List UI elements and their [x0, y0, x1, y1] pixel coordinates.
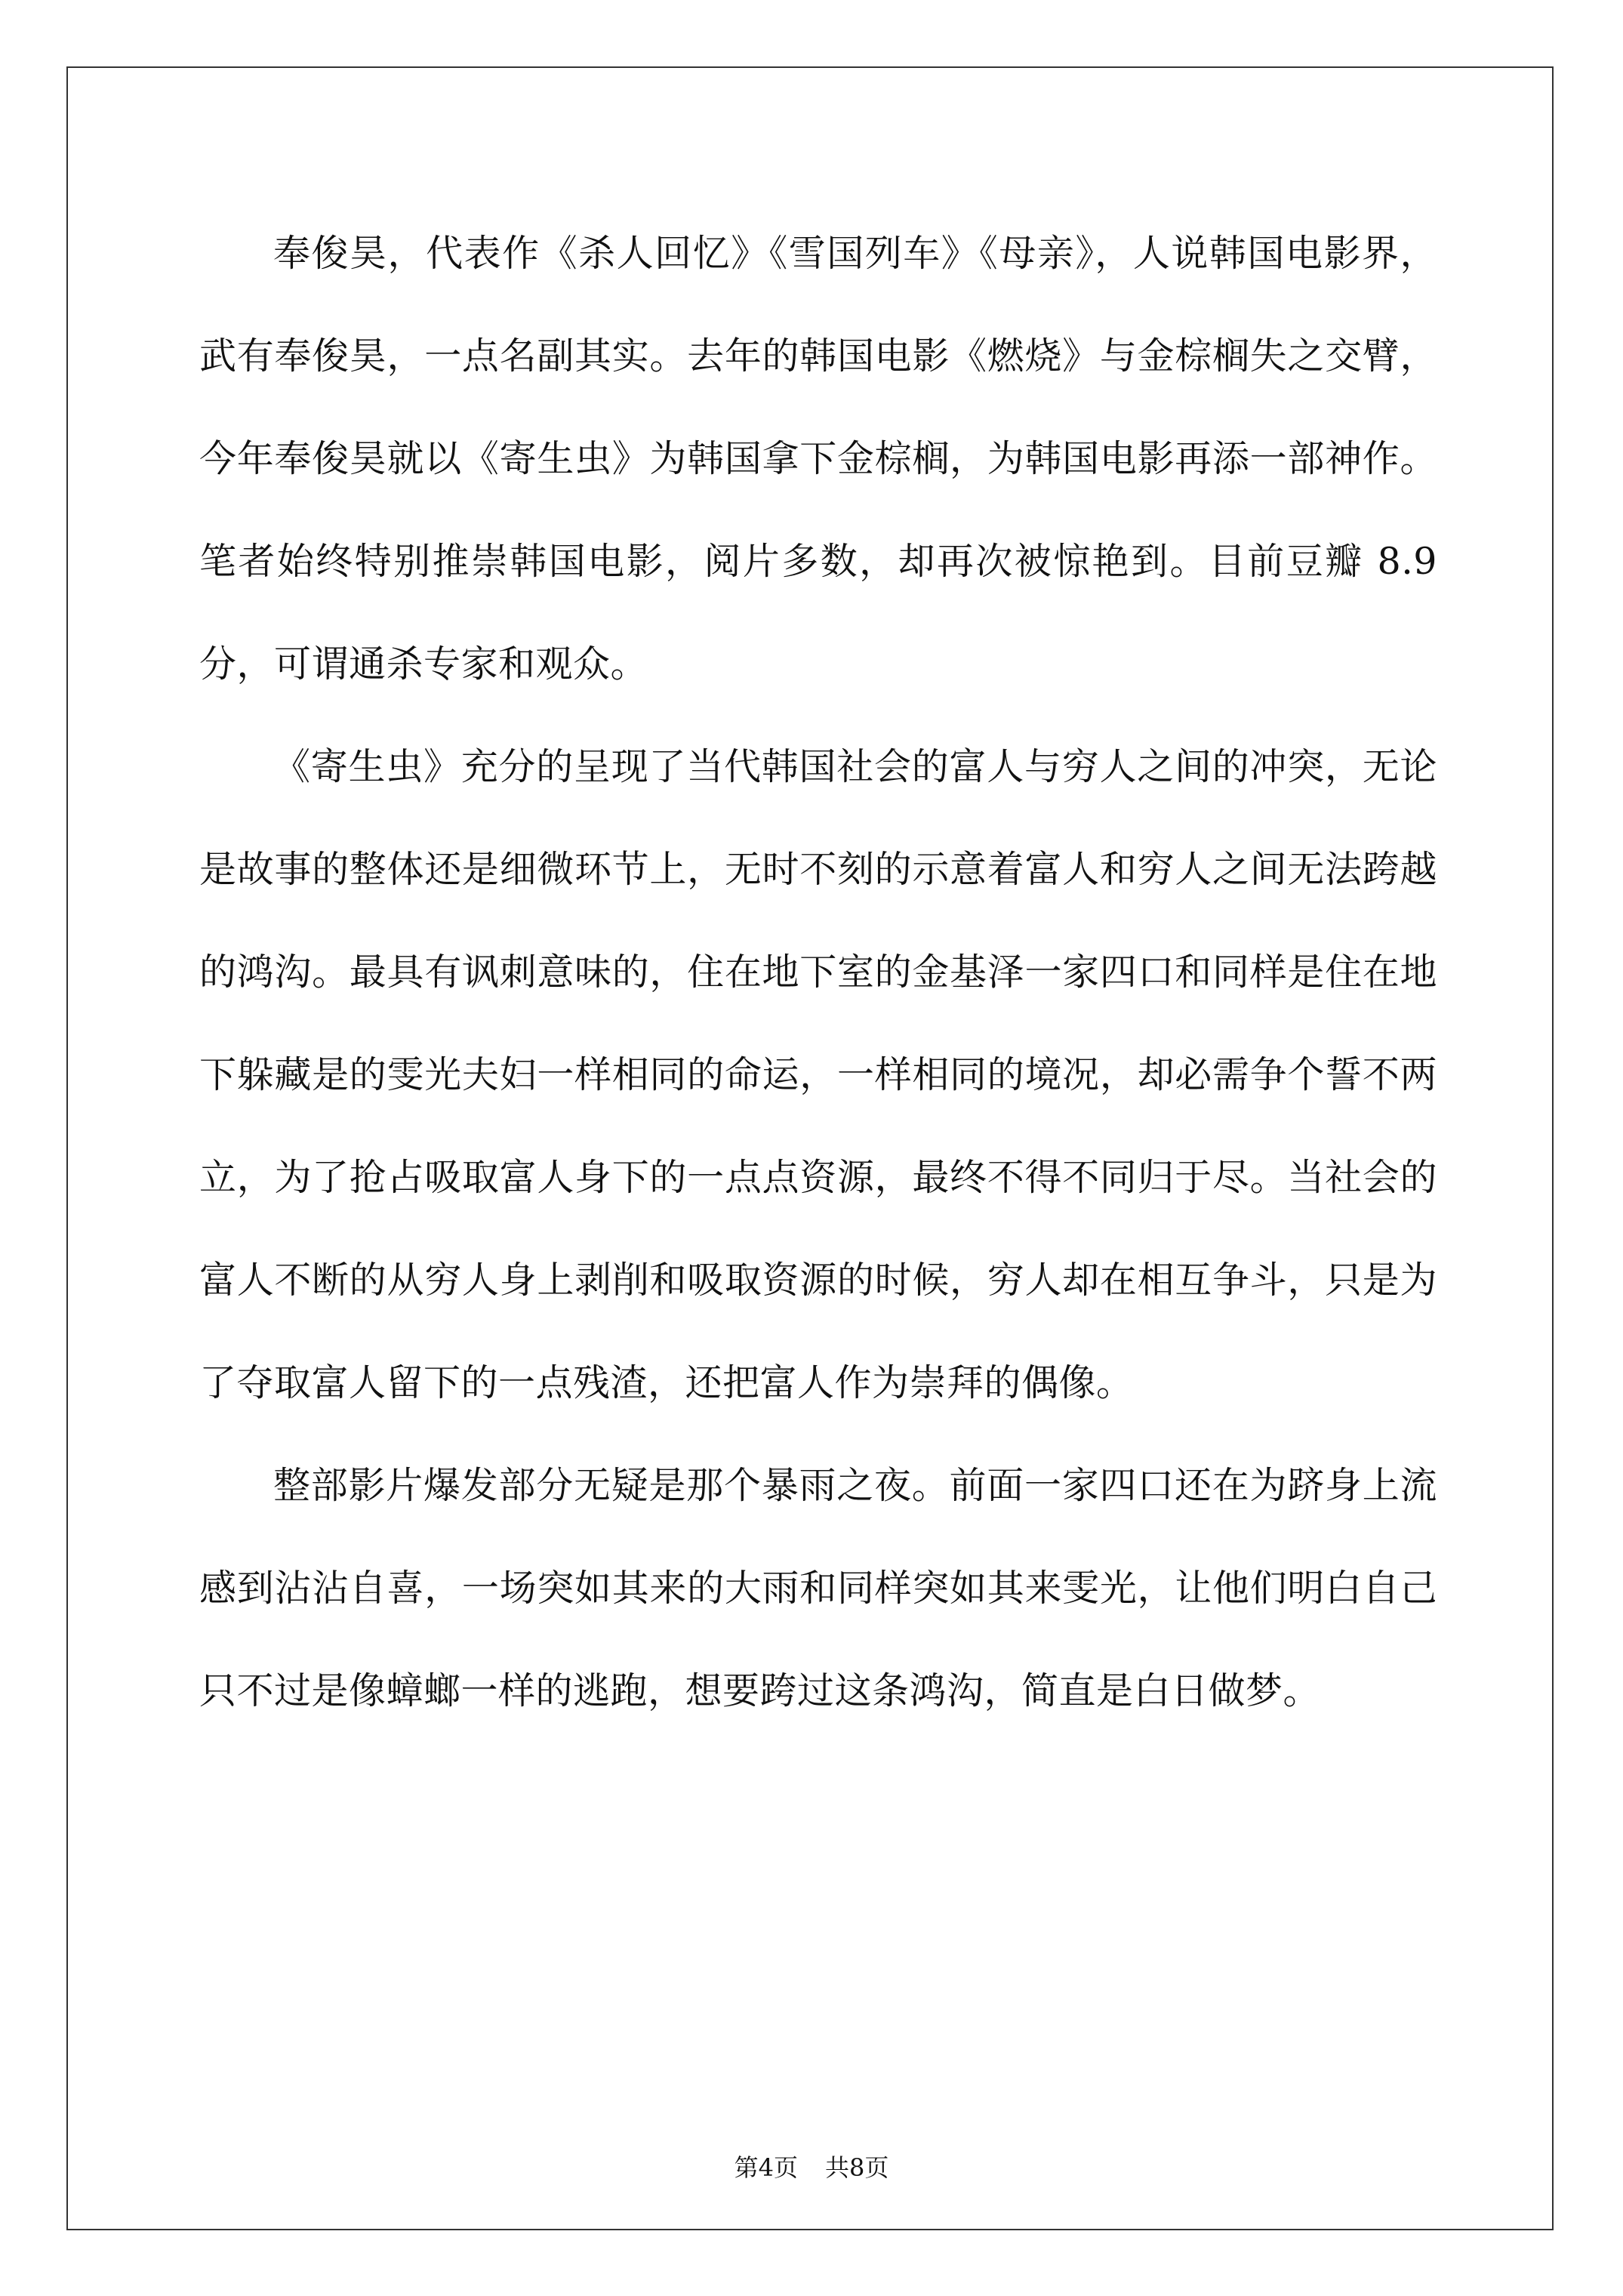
- page-number-total: 共8页: [825, 2153, 889, 2182]
- page-number-current: 第4页: [734, 2153, 798, 2182]
- paragraph-3: 整部影片爆发部分无疑是那个暴雨之夜。前面一家四口还在为跻身上流感到沾沾自喜，一场突如其来的大雨和同样突如其来雯光，让他们明白自己只不过是像蟑螂一样的逃跑，想要跨过这条鸿沟，简直是白日做梦。: [199, 1464, 1437, 1712]
- paragraph-1: 奉俊昊，代表作《杀人回忆》《雪国列车》《母亲》，人说韩国电影界，武有奉俊昊，一点名副其实。去年的韩国电影《燃烧》与金棕榈失之交臂，今年奉俊昊就以《寄生虫》为韩国拿下金棕榈，为韩国电影再添一部神作。笔者始终特别推崇韩国电影，阅片多数，却再次被惊艳到。目前豆瓣 8.9 分，可谓通杀专家和观众。: [199, 232, 1437, 686]
- document-body: [199, 202, 1437, 1743]
- page-footer: [0, 2149, 1623, 2184]
- paragraph-2: 《寄生虫》充分的呈现了当代韩国社会的富人与穷人之间的冲突，无论是故事的整体还是细微环节上，无时不刻的示意着富人和穷人之间无法跨越的鸿沟。最具有讽刺意味的，住在地下室的金基泽一家四口和同样是住在地下躲藏是的雯光夫妇一样相同的命运，一样相同的境况，却必需争个誓不两立，为了抢占吸取富人身下的一点点资源，最终不得不同归于尽。当社会的富人不断的从穷人身上剥削和吸取资源的时候，穷人却在相互争斗，只是为了夺取富人留下的一点残渣，还把富人作为崇拜的偶像。: [199, 745, 1437, 1404]
